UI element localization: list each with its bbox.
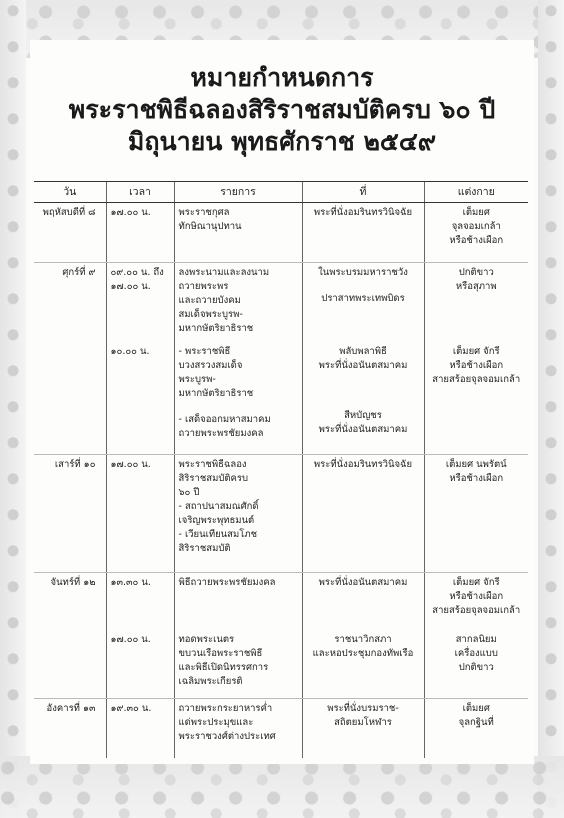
cell-line: พระที่นั่งบรมราช- [327,702,399,714]
cell-line: สิริราชสมบัติ [178,542,231,554]
table-row [34,263,528,343]
cell-line: และพิธีเปิดนิทรรศการ [178,662,269,673]
decorative-border-bottom [0,756,564,818]
cell-day [34,203,106,263]
cell-line: - สถาปนาสมณศักดิ์ [178,500,259,512]
cell-line: เต็มยศ [462,207,490,218]
cell-line: จุลกฐินที่ [458,716,494,728]
cell-line: บวงสรวงสมเด็จ [178,360,243,371]
cell-line: ๑๐.๐๐ น. [110,346,150,357]
cell-items [174,203,302,263]
cell-line: ๐๙.๐๐ น. ถึง [110,267,164,278]
title-line-2: พระราชพิธีฉลองสิริราชสมบัติครบ ๖๐ ปี [68,95,496,124]
cell-line: พระราชกุศล [178,207,230,218]
cell-day [34,263,106,343]
cell-line: ๑๗.๐๐ น. [110,458,151,470]
cell-line: ปราสาทพระเทพบิดร [321,293,405,304]
cell-line: - เสด็จออกมหาสมาคม [178,414,271,425]
cell-line: จุลจอมเกล้า [451,221,501,232]
cell-line: พระที่นั่งอนันตสมาคม [318,424,408,435]
table-row [34,203,528,263]
cell-dress [424,342,528,454]
cell-text: จันทร์ที่ ๑๒ [50,576,96,588]
cell-time [106,698,174,758]
cell-line: ทักษิณานุปทาน [178,221,242,232]
cell-dress [424,698,528,758]
table-body [34,203,528,759]
cell-place [302,454,424,572]
cell-line: เครื่องแบบ [454,648,498,659]
cell-line: ถวายพระพรชัยมงคล [178,428,264,439]
cell-place [302,203,424,263]
cell-line [307,280,420,292]
title-line-3: มิถุนายน พุทธศักราช ๒๕๔๙ [127,127,437,156]
cell-line: หรือช้างเผือก [449,360,504,371]
cell-line: พระราชพิธีฉลอง [178,458,247,470]
cell-line: สายสร้อยจุลจอมเกล้า [432,374,521,385]
cell-line [307,397,420,409]
cell-place [302,342,424,454]
table-row [34,630,528,698]
header-dress: แต่งกาย [424,182,528,203]
cell-line: เต็มยศ นพรัตน์ [445,458,507,470]
cell-line: ๑๓.๓๐ น. [110,576,151,588]
cell-time [106,263,174,343]
cell-line: ๖๐ ปี [178,486,200,498]
cell-line: มหากษัตริยาธิราช [178,388,254,399]
cell-text: อังคารที่ ๑๓ [46,702,96,714]
cell-line [307,373,420,385]
cell-line: มหากษัตริยาธิราช [178,323,254,334]
cell-time [106,630,174,698]
cell-line: เต็มยศ [462,702,490,714]
cell-line: หรือช้างเผือก [449,590,504,602]
cell-line: - พระราชพิธี [178,346,231,357]
cell-place [302,572,424,630]
cell-day [34,698,106,758]
cell-items [174,263,302,343]
cell-line: หรือช้างเผือก [449,472,504,484]
header-items: รายการ [174,182,302,203]
cell-line: ถวายพระพร [178,281,229,292]
cell-place [302,698,424,758]
cell-day [34,630,106,698]
cell-line: พระที่นั่งอนันตสมาคม [318,360,408,371]
cell-line: พิธีถวายพระพรชัยมงคล [178,576,276,588]
cell-dress [424,454,528,572]
cell-time [106,342,174,454]
cell-line: สากลนิยม [455,634,497,645]
cell-line: ราชนาวิกสภา [334,634,392,645]
cell-day [34,454,106,572]
cell-line: หรือช้างเผือก [449,235,504,246]
cell-day [34,342,106,454]
cell-line: และหอประชุมกองทัพเรือ [312,648,414,659]
cell-line: - เวียนเทียนสมโภช [178,528,258,540]
cell-line: ๑๙.๓๐ น. [110,702,152,714]
cell-text: พฤหัสบดีที่ ๘ [42,207,96,218]
cell-line: เฉลิมพระเกียรติ [178,676,243,687]
cell-line: พระที่นั่งอมรินทรวินิจฉัย [313,207,413,218]
cell-line: สีหบัญชร [344,410,382,421]
cell-line: ถวายพระกระยาหารค่ำ [178,702,273,714]
cell-line: และถวายบังคม [178,295,241,306]
cell-line [179,401,298,413]
cell-line: ปกติขาว [458,662,494,673]
cell-time [106,454,174,572]
cell-items [174,630,302,698]
table-row [34,342,528,454]
cell-line [307,385,420,397]
cell-place [302,263,424,343]
cell-text: ศุกร์ที่ ๙ [62,267,96,278]
cell-line: ทอดพระเนตร [178,634,235,645]
cell-line: สมเด็จพระบูรพ- [178,309,243,320]
cell-line: พระบูรพ- [178,374,216,385]
header-place: ที่ [302,182,424,203]
cell-line: ลงพระนามและลงนาม [178,267,270,278]
cell-line: สิริราชสมบัติครบ [178,472,249,484]
cell-items [174,698,302,758]
table-row [34,454,528,572]
cell-time [106,572,174,630]
cell-line: ๑๗.๐๐ น. [110,207,151,218]
cell-time [106,203,174,263]
table-header-row [34,182,528,203]
cell-line: เต็มยศ จักรี [452,346,500,357]
header-day: วัน [34,182,106,203]
cell-items [174,342,302,454]
cell-place [302,630,424,698]
cell-line: ๑๗.๐๐ น. [110,281,151,292]
cell-line: ในพระบรมมหาราชวัง [318,267,408,278]
cell-dress [424,203,528,263]
cell-line: ขบวนเรือพระราชพิธี [178,648,263,659]
cell-dress [424,630,528,698]
header-time: เวลา [106,182,174,203]
cell-line: สถิตยมโหฬาร [334,716,392,728]
cell-dress [424,263,528,343]
table-row [34,572,528,630]
schedule-table [34,181,528,758]
cell-line: ปกติขาว [458,267,494,278]
cell-line: ๑๗.๐๐ น. [110,634,151,645]
cell-line: พระที่นั่งอนันตสมาคม [318,576,408,588]
cell-line: พระราชวงศ์ต่างประเทศ [178,730,276,742]
cell-text: เสาร์ที่ ๑๐ [54,458,96,470]
cell-line: เจริญพระพุทธมนต์ [178,514,255,526]
table-row [34,698,528,758]
cell-line: สายสร้อยจุลจอมเกล้า [432,604,521,616]
cell-line: เต็มยศ จักรี [452,576,500,588]
cell-items [174,454,302,572]
title-line-1: หมายกำหนดการ [190,63,374,92]
cell-dress [424,572,528,630]
cell-line: หรือสุภาพ [455,281,497,292]
cell-line: แด่พระประมุขและ [178,716,254,728]
cell-line: พระที่นั่งอมรินทรวินิจฉัย [313,458,413,470]
cell-day [34,572,106,630]
cell-line: พลับพลาพิธี [339,346,387,357]
cell-items [174,572,302,630]
